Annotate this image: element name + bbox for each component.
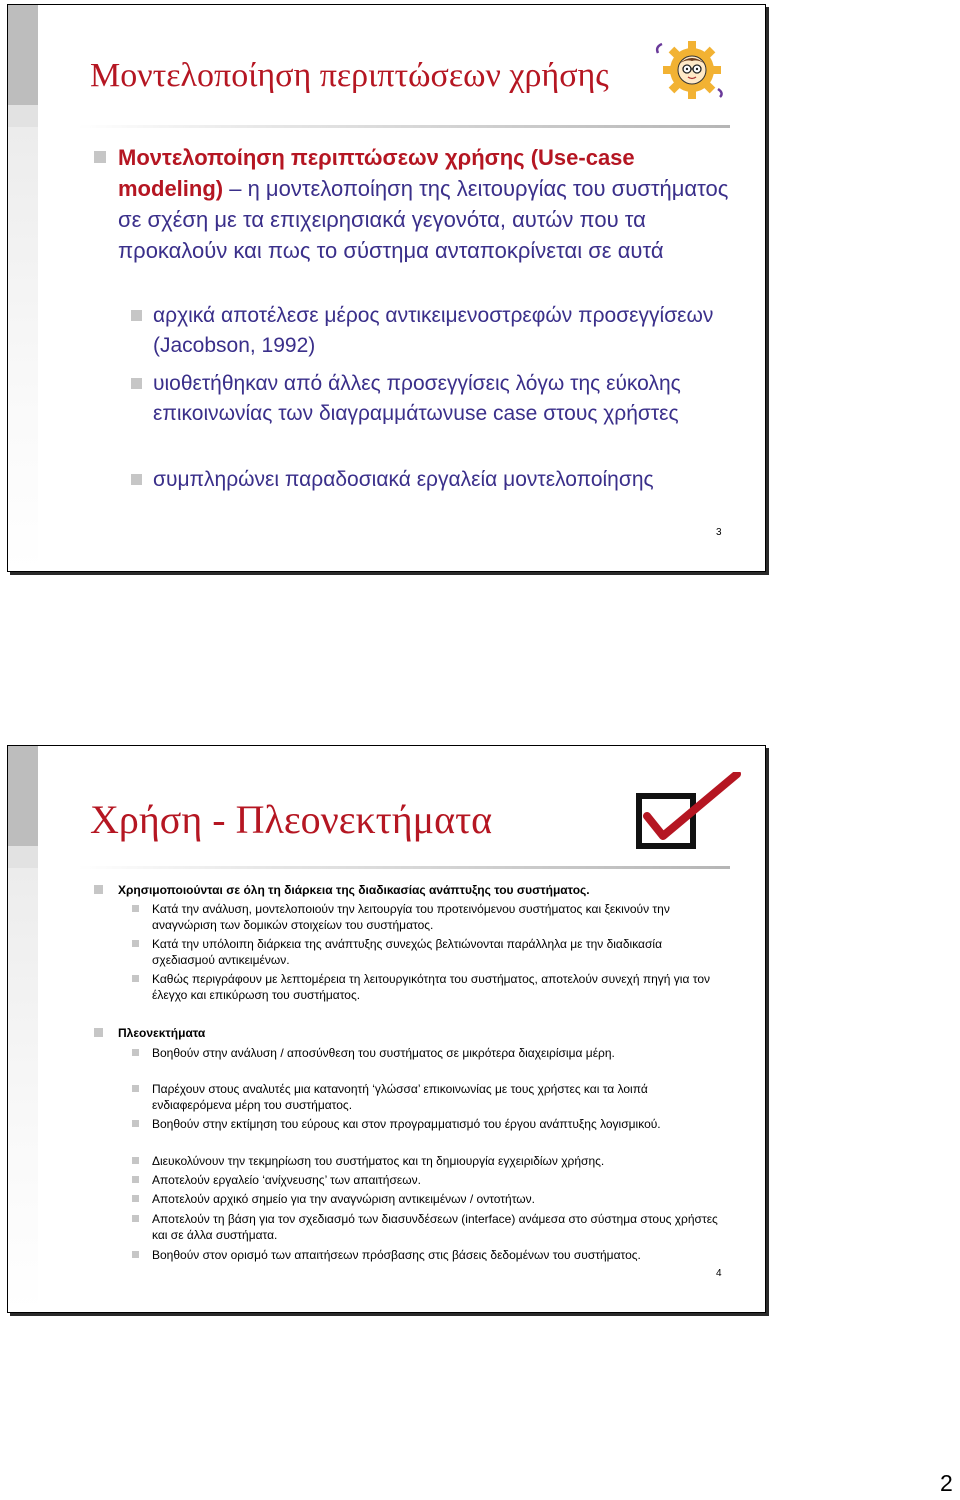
bullet-text: Χρησιμοποιούνται σε όλη τη διάρκεια της διαδικασίας ανάπτυξης του συστήματος. (118, 883, 590, 897)
slide-page-number: 4 (716, 1268, 722, 1279)
sheet-page-number: 2 (940, 1470, 953, 1496)
sub-bullet-text: Κατά την υπόλοιπη διάρκεια της ανάπτυξης συνεχώς βελτιώνονται παράλληλα με την διαδικασία σχεδιασμού αντικειμένων. (152, 937, 663, 967)
sub-bullet-1 (153, 301, 743, 361)
sub-bullet-text: αρχικά αποτέλεσε μέρος αντικειμενοστρεφών προσεγγίσεων (Jacobson, 1992) (153, 304, 714, 357)
sub-bullet-text: Βοηθούν στην εκτίμηση του εύρους και στον προγραμματισμό του έργου ανάπτυξης λογισμικού. (152, 1117, 661, 1131)
slide-page-number: 3 (716, 527, 722, 538)
bullet-usage (118, 882, 590, 898)
bullet-square-icon (132, 1120, 139, 1127)
bullet-square-icon (132, 905, 139, 912)
main-bullet-highlight: Μοντελοποίηση περιπτώσεων χρήσης (Use-case modeling) (118, 145, 635, 201)
sub-bullet-text: συμπληρώνει παραδοσιακά εργαλεία μοντελοποίησης (153, 468, 654, 491)
sub-bullet-text: Αποτελούν αρχικό σημείο για την αναγνώριση αντικειμένων / οντοτήτων. (152, 1192, 535, 1206)
sub-bullet-2 (153, 369, 743, 429)
bullet-text: Πλεονεκτήματα (118, 1026, 206, 1040)
bullet-square-icon (132, 1195, 139, 1202)
main-bullet-text: – η μοντελοποίηση της λειτουργίας του συστήματος σε σχέση με τα επιχειρησιακά γεγονότα, αυτών που τα προκαλούν και πως το σύστημα ανταποκρίνεται σε αυτά (118, 176, 729, 263)
slide-title: Μοντελοποίηση περιπτώσεων χρήσης (90, 57, 609, 94)
slide-4 (7, 745, 766, 1313)
sub-bullet-text: Διευκολύνουν την τεκμηρίωση του συστήματος και τη δημιουργία εγχειριδίων χρήσης. (152, 1154, 605, 1168)
title-divider (78, 866, 730, 869)
usage-sub-1 (152, 901, 722, 933)
advantage-1 (152, 1045, 722, 1061)
slide-left-bar (8, 5, 38, 571)
bullet-square-icon (132, 1049, 139, 1056)
sub-bullet-text: Παρέχουν στους αναλυτές μια κατανοητή ‘γλώσσα’ επικοινωνίας με τους χρήστες και τα λοιπά ενδιαφερόμενα μέρη του συστήματος. (152, 1082, 648, 1112)
sub-bullet-3 (153, 465, 743, 495)
usage-sub-2 (152, 936, 722, 968)
bullet-advantages (118, 1025, 205, 1041)
cartoon-face-gear-icon (652, 39, 732, 101)
bullet-square-icon (131, 310, 142, 321)
sub-bullet-text: Αποτελούν τη βάση για τον σχεδιασμό των διασυνδέσεων (interface) ανάμεσα στο σύστημα στους χρήστες και σε άλλα συστήματα. (152, 1212, 718, 1242)
advantage-5 (152, 1172, 722, 1188)
bullet-square-icon (94, 151, 106, 163)
bullet-square-icon (131, 474, 142, 485)
advantage-4 (152, 1153, 722, 1169)
bullet-square-icon (132, 975, 139, 982)
title-divider (78, 125, 730, 128)
bullet-square-icon (132, 1157, 139, 1164)
sub-bullet-text: Βοηθούν στην ανάλυση / αποσύνθεση του συστήματος σε μικρότερα διαχειρίσιμα μέρη. (152, 1046, 615, 1060)
advantage-8 (152, 1247, 722, 1263)
sub-bullet-text: Αποτελούν εργαλείο ‘ανίχνευσης’ των απαιτήσεων. (152, 1173, 421, 1187)
advantage-6 (152, 1191, 722, 1207)
bullet-square-icon (131, 378, 142, 389)
usage-sub-3 (152, 971, 722, 1003)
sub-bullet-text: Κατά την ανάλυση, μοντελοποιούν την λειτουργία του προτεινόμενου συστήματος και ξεκινούν την αναγνώριση των δομικών στοιχείων του συστήματος. (152, 902, 670, 932)
bullet-square-icon (94, 885, 103, 894)
advantage-2 (152, 1081, 722, 1113)
advantage-3 (152, 1116, 722, 1132)
slide-title: Χρήση - Πλεονεκτήματα (90, 797, 493, 842)
bullet-square-icon (132, 940, 139, 947)
sub-bullet-text: υιοθετήθηκαν από άλλες προσεγγίσεις λόγω της εύκολης επικοινωνίας των διαγραμμάτωνuse case στους χρήστες (153, 372, 681, 425)
bullet-square-icon (132, 1215, 139, 1222)
bullet-square-icon (132, 1176, 139, 1183)
slide-3 (7, 4, 766, 572)
sub-bullet-text: Καθώς περιγράφουν με λεπτομέρεια τη λειτουργικότητα του συστήματος, αποτελούν συνεχή πηγή για τον έλεγχο και επικύρωση του συστήματος. (152, 972, 710, 1002)
bullet-square-icon (132, 1251, 139, 1258)
advantage-7 (152, 1211, 722, 1243)
sub-bullet-text: Βοηθούν στον ορισμό των απαιτήσεων πρόσβασης στις βάσεις δεδομένων του συστήματος. (152, 1248, 641, 1262)
slide-left-bar (8, 746, 38, 1312)
main-bullet (118, 142, 738, 266)
bullet-square-icon (132, 1085, 139, 1092)
checked-box-icon (633, 772, 743, 852)
bullet-square-icon (94, 1028, 103, 1037)
